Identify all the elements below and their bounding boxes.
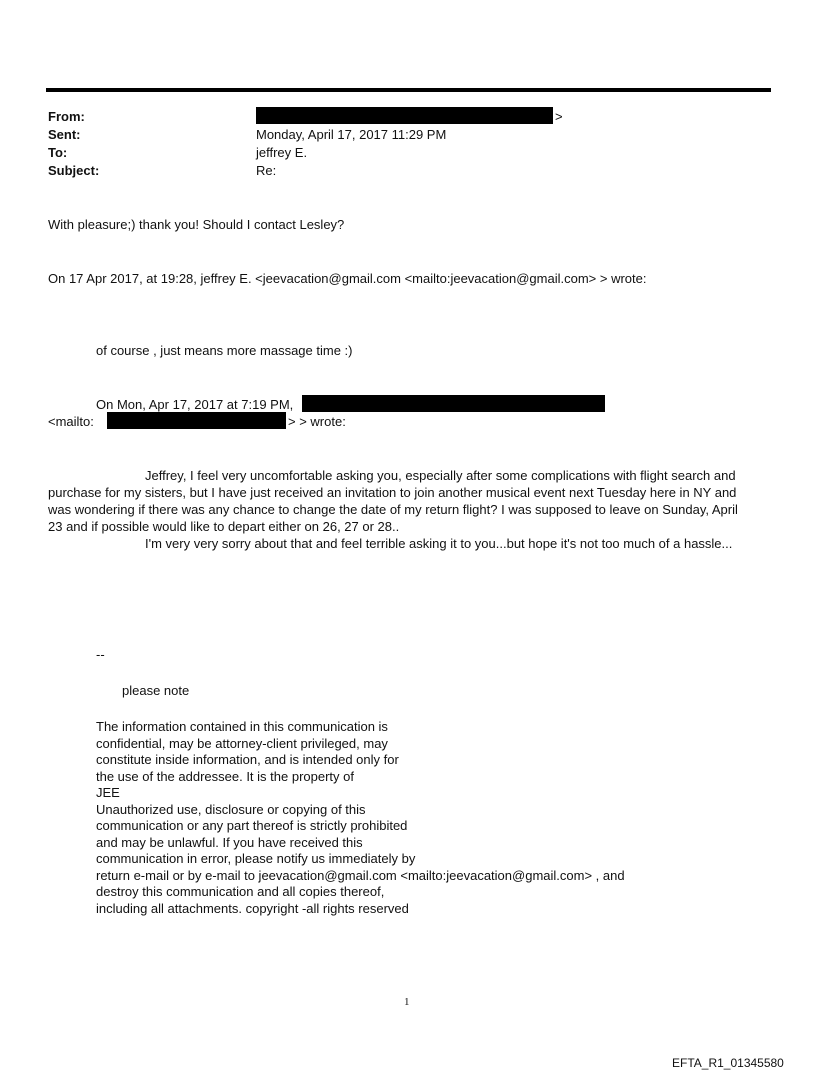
quote2-intro: On Mon, Apr 17, 2017 at 7:19 PM,: [96, 397, 294, 412]
disclaimer-line: The information contained in this communication is: [96, 719, 388, 734]
disclaimer-line: communication in error, please notify us immediately by: [96, 851, 416, 866]
quote2-mailto: <mailto:: [48, 414, 94, 429]
redaction-sender: [302, 395, 605, 412]
quote2-line-5: I'm very very sorry about that and feel terrible asking it to you...but hope it's not too much of a hassle...: [145, 536, 733, 551]
signature-separator: --: [96, 647, 105, 662]
redaction-from: [256, 107, 553, 124]
subject-value: Re:: [256, 163, 277, 178]
quote2-line-1: Jeffrey, I feel very uncomfortable asking you, especially after some complications with flight search and: [145, 468, 736, 483]
to-value: jeffrey E.: [256, 145, 308, 160]
disclaimer-line: constitute inside information, and is intended only for: [96, 752, 399, 767]
from-label: From:: [48, 109, 85, 124]
note-title: please note: [122, 683, 190, 698]
subject-label: Subject:: [48, 163, 100, 178]
disclaimer-line: the use of the addressee. It is the property of: [96, 768, 354, 784]
quote2-line-3: was wondering if there was any chance to change the date of my return flight? I was supposed to leave on Sunday, April: [48, 502, 738, 517]
redaction-sender-email: [107, 412, 286, 429]
sent-value: Monday, April 17, 2017 11:29 PM: [256, 127, 447, 142]
quote1-intro: On 17 Apr 2017, at 19:28, jeffrey E. <jeevacation@gmail.com <mailto:jeevacation@gmail.com> > wrote:: [48, 271, 647, 286]
document-id: EFTA_R1_01345580: [672, 1056, 784, 1070]
sent-label: Sent:: [48, 127, 81, 142]
quote2-wrote: > > wrote:: [288, 414, 346, 429]
header-rule: [46, 88, 771, 92]
from-suffix: >: [555, 109, 563, 124]
disclaimer-line: including all attachments. copyright -all rights reserved: [96, 900, 409, 916]
disclaimer-line: destroy this communication and all copies thereof,: [96, 884, 385, 899]
disclaimer-line: and may be unlawful. If you have received this: [96, 834, 363, 850]
disclaimer-line: communication or any part thereof is strictly prohibited: [96, 818, 408, 833]
disclaimer-line: confidential, may be attorney-client privileged, may: [96, 735, 388, 751]
disclaimer-line: Unauthorized use, disclosure or copying of this: [96, 801, 366, 817]
to-label: To:: [48, 145, 68, 160]
disclaimer: [96, 719, 625, 917]
quote1-text: of course , just means more massage time :): [96, 343, 353, 358]
reply-text: With pleasure;) thank you! Should I contact Lesley?: [48, 217, 345, 232]
quote2-line-4: 23 and if possible would like to depart either on 26, 27 or 28..: [48, 519, 400, 534]
disclaimer-line: return e-mail or by e-mail to jeevacation@gmail.com <mailto:jeevacation@gmail.com> , and: [96, 867, 625, 883]
page-number: 1: [404, 996, 410, 1008]
disclaimer-line: JEE: [96, 785, 120, 800]
quote2-line-2: purchase for my sisters, but I have just received an invitation to join another musical event next Tuesday here in NY and: [48, 485, 737, 500]
